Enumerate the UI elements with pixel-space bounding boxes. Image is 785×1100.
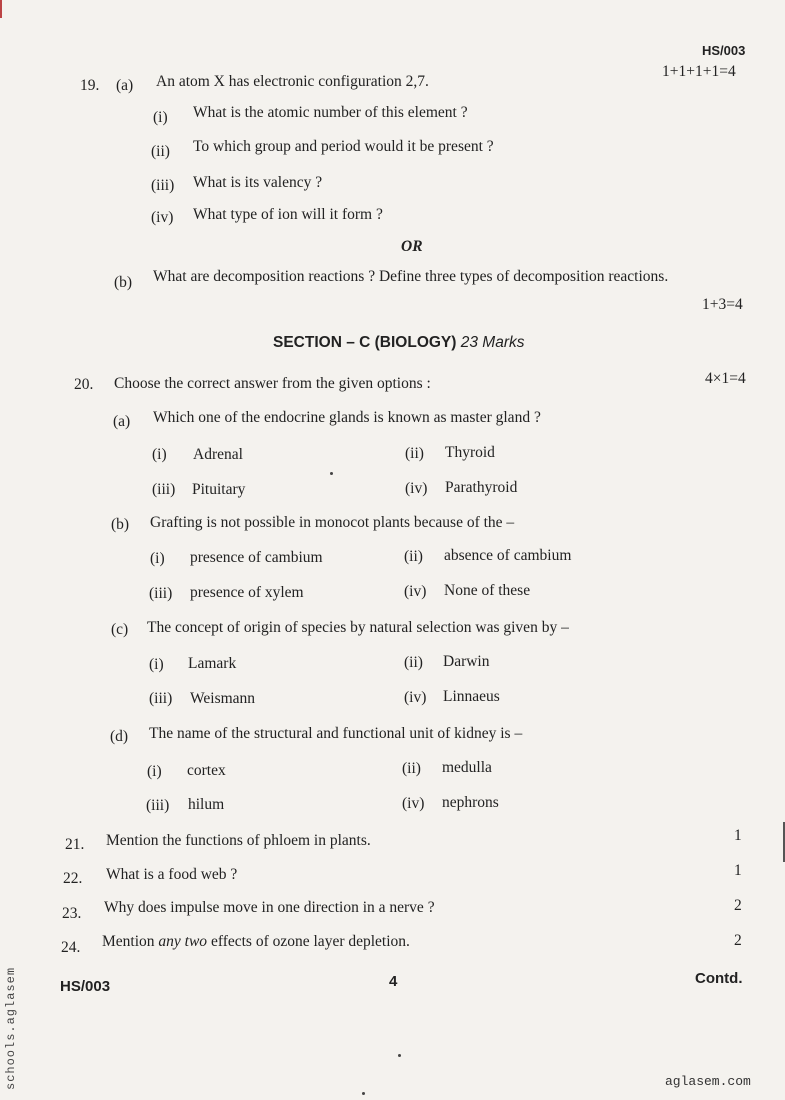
question-marks: 2 (734, 897, 742, 914)
option-label: (iii) (149, 585, 173, 602)
option-text: absence of cambium (444, 547, 572, 564)
question-text: Mention the functions of phloem in plants. (106, 832, 371, 849)
option-text: Adrenal (193, 446, 243, 463)
option-text: Linnaeus (443, 688, 500, 705)
question-19a-text: An atom X has electronic configuration 2,7. (156, 73, 429, 90)
question-text (102, 933, 410, 951)
bottom-watermark: aglasem.com (665, 1074, 751, 1089)
question-20-marks: 4×1=4 (705, 370, 746, 387)
footer-paper-code: HS/003 (60, 978, 111, 995)
question-19-number: 19. (80, 77, 100, 94)
q19-sub-text: What is its valency ? (193, 174, 323, 191)
question-text: What is a food web ? (106, 866, 238, 883)
option-label: (ii) (404, 548, 423, 565)
q19-sub-text: To which group and period would it be present ? (193, 138, 494, 155)
question-19b-text: What are decomposition reactions ? Define three types of decomposition reactions. (153, 268, 669, 285)
paper-code-header: HS/003 (702, 43, 746, 58)
q19-sub-label: (ii) (151, 143, 170, 160)
option-label: (i) (150, 550, 165, 567)
question-text: Why does impulse move in one direction in a nerve ? (104, 899, 435, 916)
option-text: Darwin (443, 653, 490, 670)
q19-sub-label: (iii) (151, 177, 175, 194)
question-marks: 1 (734, 827, 742, 844)
question-19a-marks: 1+1+1+1=4 (662, 63, 736, 80)
option-text: None of these (444, 582, 531, 599)
scan-edge-mark (0, 0, 2, 18)
q19-sub-text: What type of ion will it form ? (193, 206, 383, 223)
q20-part-label: (a) (113, 413, 131, 430)
question-20-number: 20. (74, 376, 94, 393)
option-text: Lamark (188, 655, 237, 672)
option-text: Weismann (190, 690, 256, 707)
option-text: Thyroid (445, 444, 495, 461)
question-19b-marks: 1+3=4 (702, 296, 743, 313)
question-19b-label: (b) (114, 274, 133, 291)
option-label: (ii) (404, 654, 423, 671)
section-marks: 23 Marks (460, 334, 525, 351)
contd-label: Contd. (695, 970, 743, 987)
option-text: presence of xylem (190, 584, 304, 601)
q19-sub-label: (i) (153, 109, 168, 126)
scan-speck (362, 1092, 365, 1095)
q20-part-label: (d) (110, 728, 129, 745)
question-number: 22. (63, 870, 83, 887)
question-number: 24. (61, 939, 81, 956)
q19-sub-text: What is the atomic number of this element ? (193, 104, 468, 121)
option-text: medulla (442, 759, 492, 776)
option-label: (iv) (405, 480, 428, 497)
section-heading (273, 334, 525, 352)
q20-part-text: The name of the structural and functional unit of kidney is – (149, 725, 523, 742)
option-label: (iv) (404, 583, 427, 600)
option-label: (ii) (405, 445, 424, 462)
question-number: 21. (65, 836, 85, 853)
option-text: cortex (187, 762, 226, 779)
q20-part-text: Which one of the endocrine glands is known as master gland ? (153, 409, 541, 426)
option-text: Parathyroid (445, 479, 518, 496)
scan-speck (330, 472, 333, 475)
option-label: (iv) (402, 795, 425, 812)
q20-part-label: (c) (111, 621, 129, 638)
question-number: 23. (62, 905, 82, 922)
question-text-pre: Mention (102, 933, 155, 950)
option-label: (iii) (146, 797, 170, 814)
scan-speck (398, 1054, 401, 1057)
q19-sub-label: (iv) (151, 209, 174, 226)
question-text-emphasis: any two (158, 933, 208, 950)
option-text: hilum (188, 796, 225, 813)
question-marks: 2 (734, 932, 742, 949)
option-text: Pituitary (192, 481, 246, 498)
option-label: (iv) (404, 689, 427, 706)
option-label: (iii) (152, 481, 176, 498)
or-separator: OR (401, 238, 423, 255)
page-number: 4 (389, 973, 398, 990)
option-text: presence of cambium (190, 549, 323, 566)
option-label: (i) (147, 763, 162, 780)
option-label: (i) (149, 656, 164, 673)
option-text: nephrons (442, 794, 499, 811)
q20-part-label: (b) (111, 516, 130, 533)
question-marks: 1 (734, 862, 742, 879)
q20-part-text: Grafting is not possible in monocot plants because of the – (150, 514, 515, 531)
question-19a-label: (a) (116, 77, 134, 94)
question-20-text: Choose the correct answer from the given options : (114, 375, 431, 392)
q20-part-text: The concept of origin of species by natural selection was given by – (147, 619, 569, 636)
section-title: SECTION – C (BIOLOGY) (273, 334, 457, 351)
question-text-post: effects of ozone layer depletion. (210, 933, 410, 950)
option-label: (ii) (402, 760, 421, 777)
side-watermark: schools.aglasem (4, 966, 18, 1090)
option-label: (iii) (149, 690, 173, 707)
option-label: (i) (152, 446, 167, 463)
